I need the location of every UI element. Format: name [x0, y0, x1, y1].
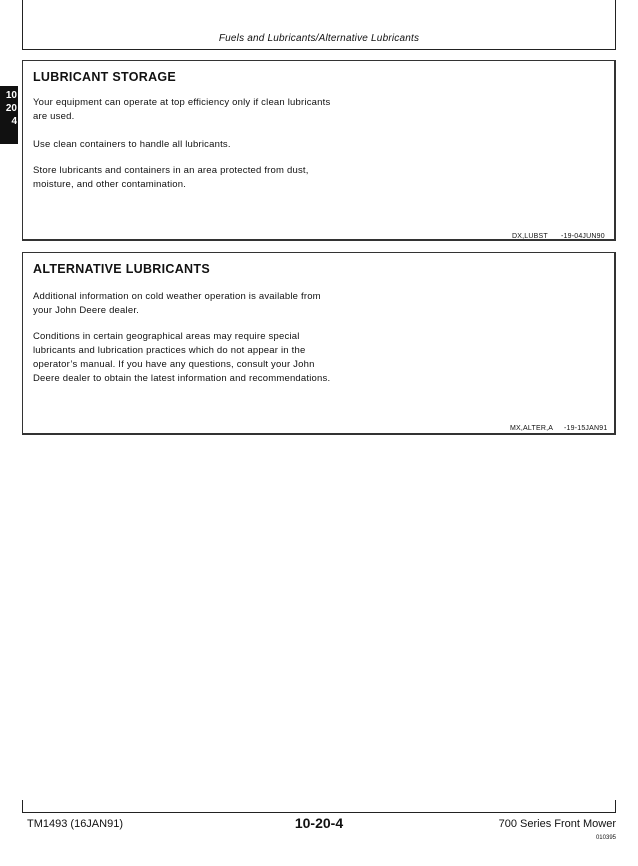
section-heading: ALTERNATIVE LUBRICANTS: [33, 262, 210, 276]
page-number: 10-20-4: [294, 815, 344, 831]
section-tab: [0, 86, 18, 144]
reference-date: -19-15JAN91: [564, 425, 608, 432]
manual-number: TM1493 (16JAN91): [27, 818, 123, 830]
print-code: 010395: [595, 835, 616, 841]
paragraph: Additional information on cold weather operation is available from your John Deere dealer.: [33, 291, 321, 316]
reference-code: DX,LUBST: [512, 233, 548, 240]
right-footer-line: [615, 800, 616, 812]
paragraph: Your equipment can operate at top efficiency only if clean lubricants are used.: [33, 97, 331, 122]
header-rule: [22, 49, 616, 50]
tab-line-1: 10: [5, 90, 17, 101]
tab-line-2: 20: [5, 103, 17, 114]
left-footer-line: [22, 800, 23, 812]
paragraph: Use clean containers to handle all lubricants.: [33, 139, 231, 150]
alternative-lubricants-section: [22, 252, 616, 435]
reference-code: MX,ALTER,A: [510, 425, 554, 432]
paragraph: Store lubricants and containers in an area protected from dust, moisture, and other contamination.: [33, 165, 309, 190]
running-header: Fuels and Lubricants/Alternative Lubricants: [218, 33, 420, 44]
reference-date: -19-04JUN90: [561, 233, 605, 240]
lubricant-storage-section: [22, 60, 616, 241]
product-name: 700 Series Front Mower: [498, 818, 616, 830]
footer-rule: [22, 812, 616, 813]
paragraph: Conditions in certain geographical areas may require special lubricants and lubrication practices which do not appear in the operator’s manual. If you have any questions, consult your John Deere dealer to obtain the latest information and recommendations.: [33, 331, 331, 384]
tab-line-3: 4: [11, 116, 17, 127]
section-heading: LUBRICANT STORAGE: [33, 70, 177, 84]
